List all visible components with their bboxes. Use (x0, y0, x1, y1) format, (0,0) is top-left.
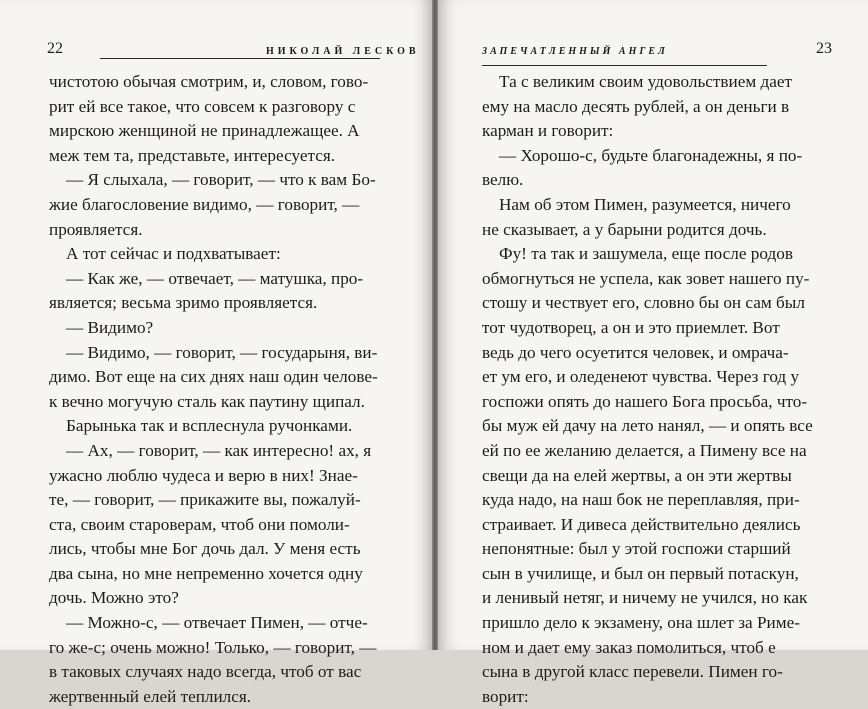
left-page (0, 0, 432, 706)
text-line: меж тем та, представьте, интересуется. (49, 145, 336, 165)
text-line: велю. (482, 170, 524, 190)
left-body-text (49, 70, 379, 709)
text-line: мирскою женщиной не принадлежащее. А (49, 121, 360, 141)
text-line: — Я слыхала, — говорит, — что к вам Бо- (66, 170, 376, 190)
text-line: госпожи опять до нашего Бога просьба, что- (482, 391, 808, 411)
text-line: А тот сейчас и подхватывает: (66, 244, 281, 264)
text-line: — Видимо, — говорит, — государыня, ви- (66, 342, 378, 362)
left-page-number: 22 (47, 40, 63, 57)
text-line: ста, своим староверам, чтоб они помоли- (49, 514, 350, 534)
text-line: и ленивый нетяг, и ничему не учился, но как (482, 588, 808, 608)
text-line: непонятные: был у этой госпожи старший (482, 539, 791, 559)
right-page (438, 0, 868, 706)
text-line: пришло дело к экзамену, она шлет за Риме- (482, 613, 800, 633)
text-line: жертвенный елей теплился. (49, 686, 252, 706)
text-line: к вечно могучую сталь как паутину щипал. (49, 391, 365, 411)
text-line: те, — говорит, — прикажите вы, пожалуй- (49, 490, 361, 510)
text-line: жие благословение видимо, — говорит, — (49, 194, 360, 214)
text-line: ей по ее желанию делается, а Пимену все на (482, 440, 807, 460)
text-line: ужасно люблю чудеса и верю в них! Знае- (49, 465, 358, 485)
text-line: Фу! та так и зашумела, еще после родов (499, 244, 793, 264)
right-page-number: 23 (816, 40, 832, 57)
text-line: карман и говорит: (482, 121, 614, 141)
text-line: стошу и чествует его, словно бы он сам был (482, 293, 805, 313)
text-line: страивает. И дивеса действительно деялись (482, 514, 801, 534)
text-line: — Видимо? (66, 317, 154, 337)
text-line: — Как же, — отвечает, — матушка, про- (66, 268, 364, 288)
text-line: проявляется. (49, 219, 143, 239)
left-header-rule (100, 58, 380, 59)
text-line: сына в другой класс перевели. Пимен го- (482, 662, 783, 682)
text-line: дочь. Можно это? (49, 588, 179, 608)
text-line: куда надо, на наш бок не переплавляя, при- (482, 490, 800, 510)
text-line: ворит: (482, 686, 529, 706)
text-line: в таковых случаях надо всегда, чтоб от вас (49, 662, 362, 682)
text-line: ведь до чего осуетится человек, и омрача- (482, 342, 789, 362)
text-line: чистотою обычая смотрим, и, словом, гово- (49, 72, 369, 91)
text-line: — Хорошо-с, будьте благонадежны, я по- (499, 145, 803, 165)
text-line: является; весьма зримо проявляется. (49, 293, 318, 313)
right-running-head: ЗАПЕЧАТЛЕННЫЙ АНГЕЛ (482, 46, 668, 57)
text-line: два сына, но мне непременно хочется одну (49, 563, 363, 583)
text-line: Та с великим своим удовольствием дает (499, 72, 793, 91)
text-line: — Можно-с, — отвечает Пимен, — отче- (66, 613, 368, 633)
text-line: рит ей все такое, что совсем к разговору с (49, 96, 356, 116)
right-body-text (482, 70, 837, 709)
text-line: не сказывает, а у барыни родится дочь. (482, 219, 767, 239)
text-line: свещи да на елей жертвы, а он эти жертвы (482, 465, 792, 485)
text-line: ном и дает ему заказ помолиться, чтоб е (482, 637, 776, 657)
right-header-rule (482, 65, 767, 66)
text-line: ему на масло десять рублей, а он деньги в (482, 96, 790, 116)
text-line: Нам об этом Пимен, разумеется, ничего (499, 194, 791, 214)
text-line: димо. Вот еще на сих днях наш один челове- (49, 367, 378, 387)
text-line: обмогнуться не успела, как зовет нашего пу- (482, 268, 810, 288)
text-line: Барынька так и всплеснула ручонками. (66, 416, 353, 436)
text-line: го же-с; очень можно! Только, — говорит, — (49, 637, 377, 657)
text-line: сын в училище, и был он первый потаскун, (482, 563, 799, 583)
text-line: тот чудотворец, а он и это приемлет. Вот (482, 317, 780, 337)
text-line: — Ах, — говорит, — как интересно! ах, я (66, 440, 372, 460)
text-line: ет ум его, и оледенеют чувства. Через год у (482, 367, 800, 387)
text-line: бы муж ей дачу на лето нанял, — и опять все (482, 416, 813, 436)
left-running-head: НИКОЛАЙ ЛЕСКОВ (266, 46, 420, 57)
text-line: лись, чтобы мне Бог дочь дал. У меня есть (49, 539, 361, 559)
